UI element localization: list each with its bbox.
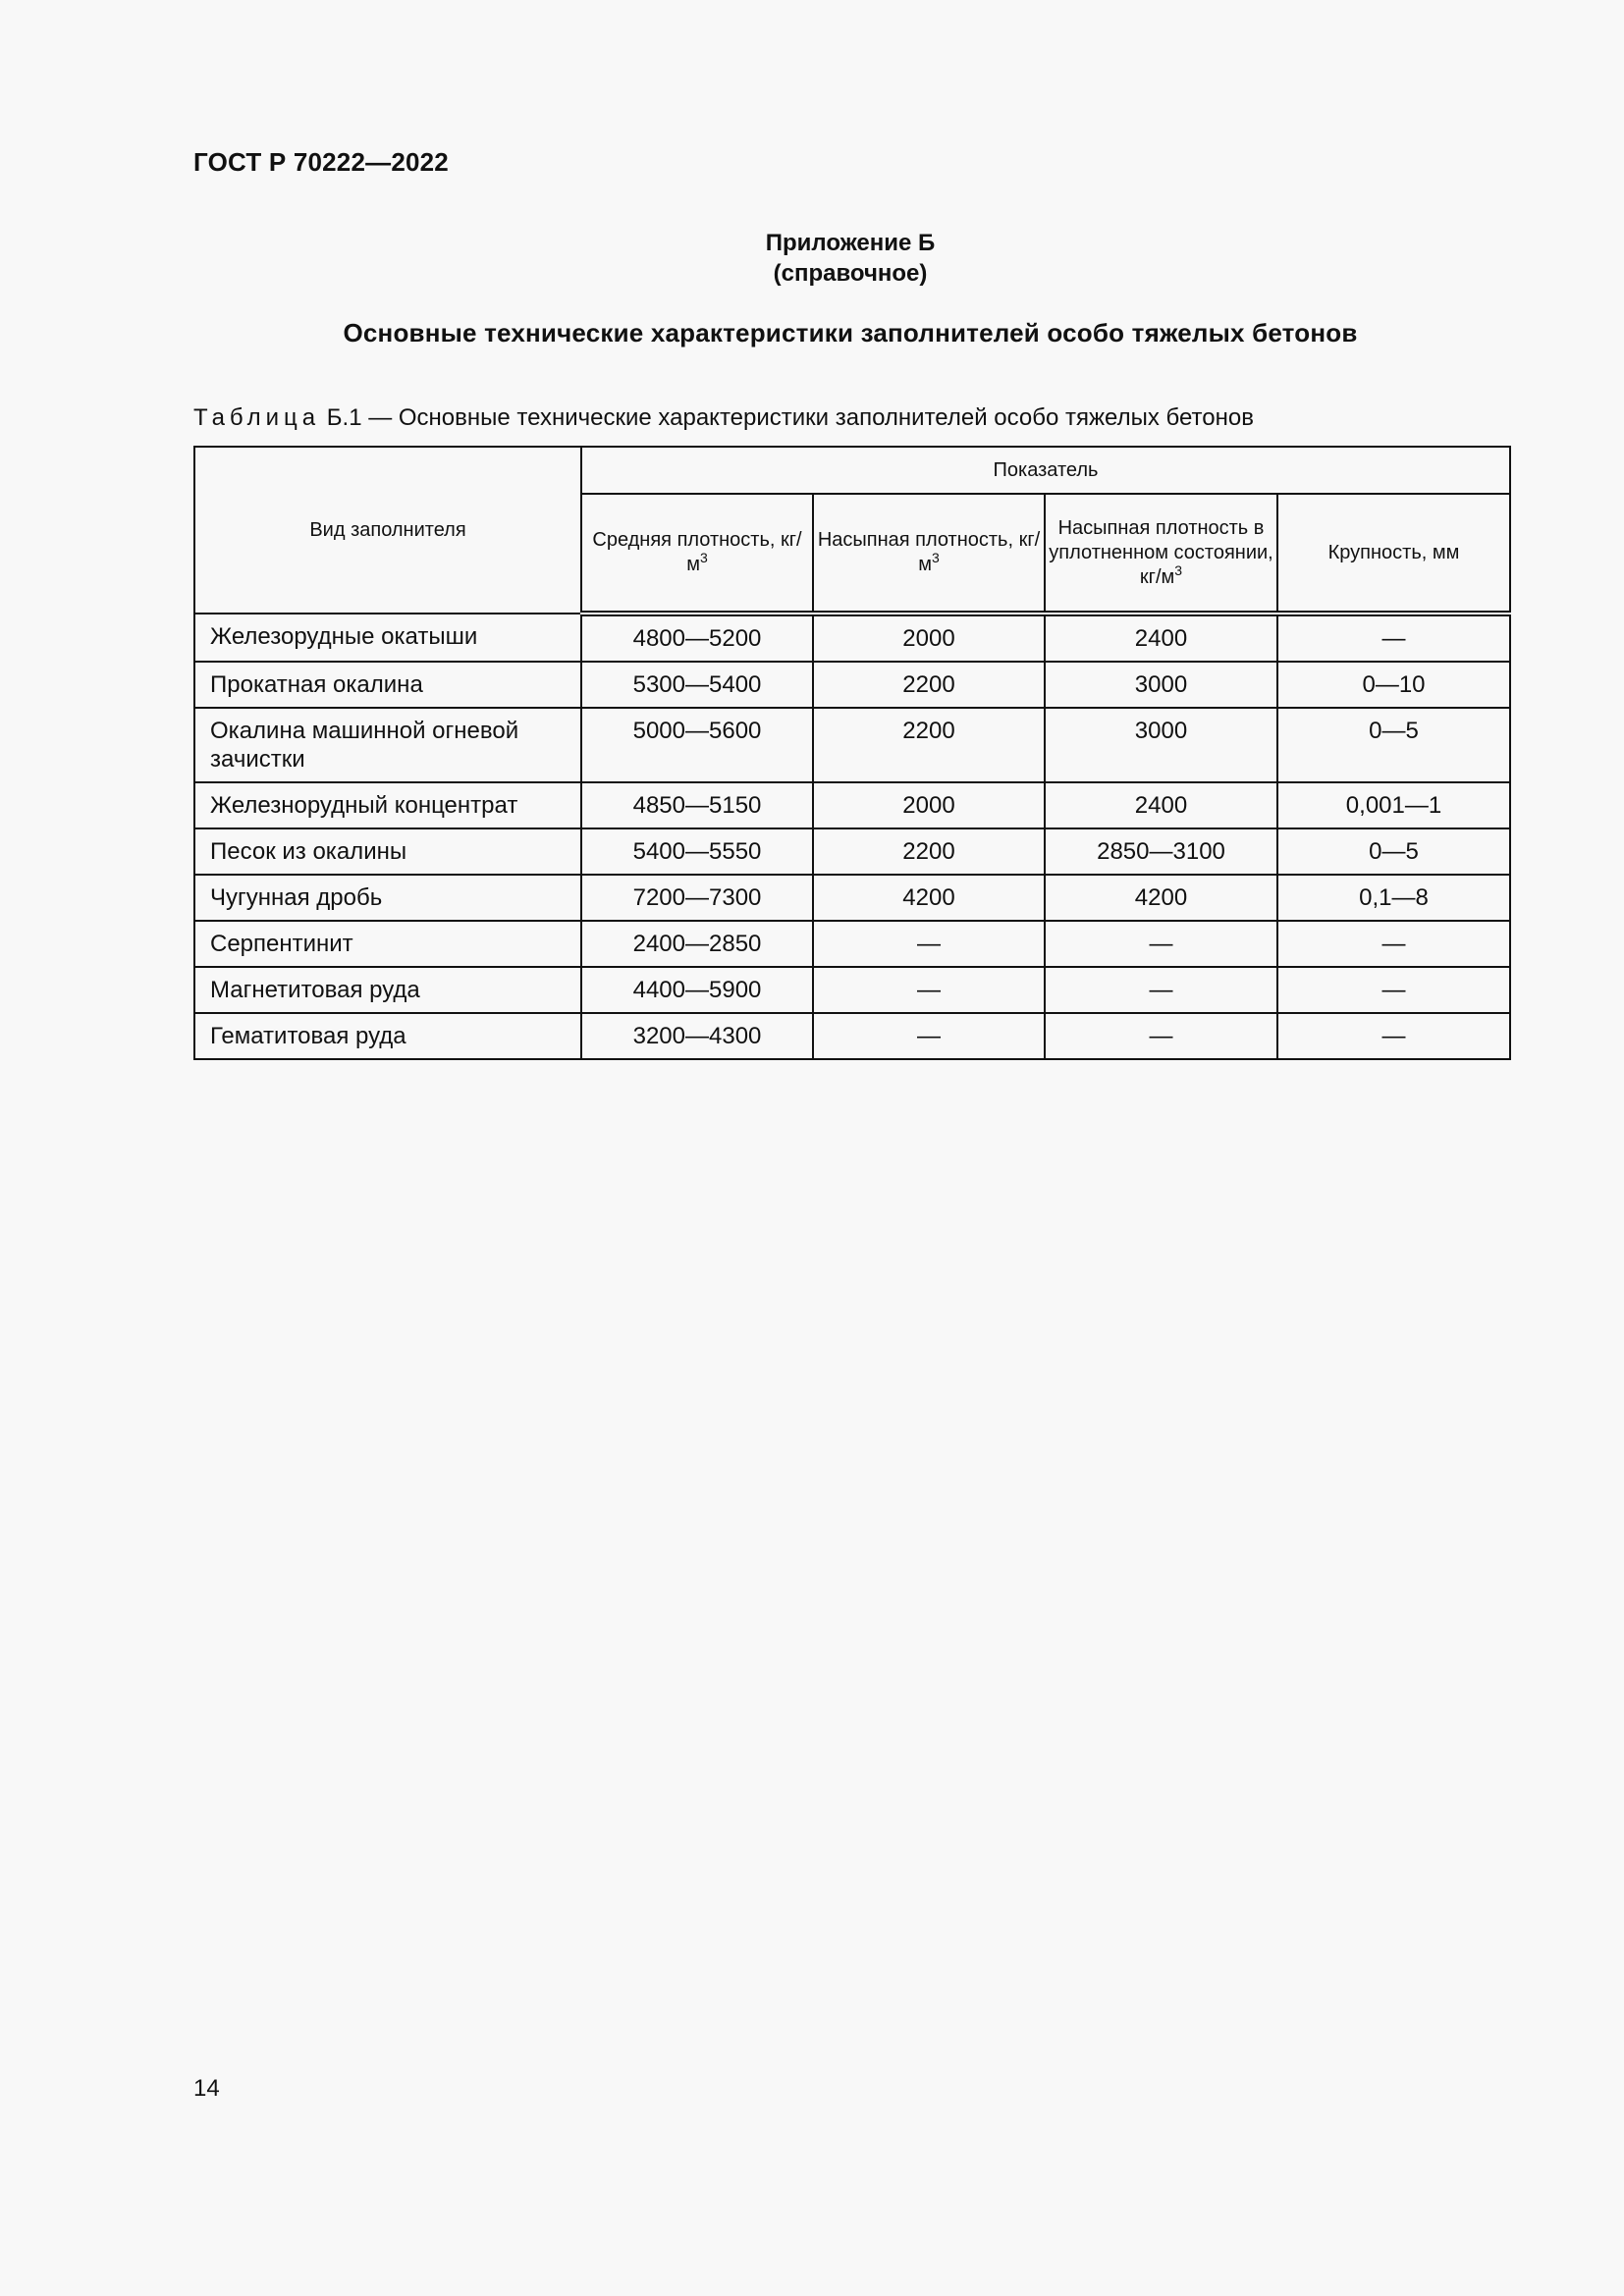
value-cell: 0—5 bbox=[1277, 828, 1510, 875]
table-row bbox=[194, 1013, 1510, 1059]
value-cell: 2850—3100 bbox=[1045, 828, 1277, 875]
value-cell: 2200 bbox=[813, 662, 1045, 708]
table-row bbox=[194, 708, 1510, 782]
aggregates-table bbox=[193, 446, 1511, 1060]
value-cell: 0,1—8 bbox=[1277, 875, 1510, 921]
value-cell: — bbox=[1045, 1013, 1277, 1059]
page-number: 14 bbox=[193, 2075, 220, 2102]
appendix-note: (справочное) bbox=[773, 260, 928, 287]
value-cell: 7200—7300 bbox=[581, 875, 813, 921]
table-caption-label: Таблица bbox=[193, 404, 321, 431]
aggregate-name-cell: Железнорудный концентрат bbox=[194, 782, 581, 828]
appendix-title: Приложение Б bbox=[765, 230, 936, 256]
value-cell: 2200 bbox=[813, 828, 1045, 875]
value-cell: — bbox=[1277, 967, 1510, 1013]
aggregate-name-cell: Железорудные окатыши bbox=[194, 614, 581, 662]
table-caption bbox=[193, 404, 1254, 432]
aggregate-name-cell: Чугунная дробь bbox=[194, 875, 581, 921]
table-row bbox=[194, 782, 1510, 828]
value-cell: 0,001—1 bbox=[1277, 782, 1510, 828]
header-average-density: Средняя плотность, $кг/м^3$ bbox=[581, 494, 813, 614]
header-row-group bbox=[194, 447, 1510, 494]
appendix-heading bbox=[0, 228, 1624, 289]
aggregate-name-cell: Прокатная окалина bbox=[194, 662, 581, 708]
value-cell: 4800—5200 bbox=[581, 614, 813, 662]
header-bulk-density-compacted: Насыпная плотность в уплотненном состоянии, $кг/м^3$ bbox=[1045, 494, 1277, 614]
table-body bbox=[194, 614, 1510, 1059]
value-cell: 0—5 bbox=[1277, 708, 1510, 782]
table-row bbox=[194, 828, 1510, 875]
value-cell: — bbox=[1045, 967, 1277, 1013]
header-indicator-group: Показатель bbox=[581, 447, 1510, 494]
value-cell: 4200 bbox=[1045, 875, 1277, 921]
value-cell: 5400—5550 bbox=[581, 828, 813, 875]
value-cell: — bbox=[1277, 921, 1510, 967]
value-cell: 0—10 bbox=[1277, 662, 1510, 708]
table-row bbox=[194, 875, 1510, 921]
aggregate-name-cell: Гематитовая руда bbox=[194, 1013, 581, 1059]
value-cell: 2000 bbox=[813, 614, 1045, 662]
value-cell: 2400 bbox=[1045, 782, 1277, 828]
value-cell: 5300—5400 bbox=[581, 662, 813, 708]
value-cell: — bbox=[1277, 1013, 1510, 1059]
value-cell: — bbox=[813, 1013, 1045, 1059]
value-cell: — bbox=[813, 967, 1045, 1013]
unit-superscript: 3 bbox=[1174, 561, 1183, 578]
table-row bbox=[194, 921, 1510, 967]
value-cell: 3000 bbox=[1045, 662, 1277, 708]
aggregate-name-cell: Песок из окалины bbox=[194, 828, 581, 875]
value-cell: 4200 bbox=[813, 875, 1045, 921]
value-cell: 5000—5600 bbox=[581, 708, 813, 782]
table-row bbox=[194, 662, 1510, 708]
aggregate-name-cell: Серпентинит bbox=[194, 921, 581, 967]
value-cell: 3200—4300 bbox=[581, 1013, 813, 1059]
value-cell: 2400—2850 bbox=[581, 921, 813, 967]
header-size: Крупность, мм bbox=[1277, 494, 1510, 614]
value-cell: — bbox=[1277, 614, 1510, 662]
value-cell: — bbox=[1045, 921, 1277, 967]
table-row bbox=[194, 614, 1510, 662]
value-cell: 2400 bbox=[1045, 614, 1277, 662]
unit-superscript: 3 bbox=[931, 550, 940, 565]
table-row bbox=[194, 967, 1510, 1013]
document-code: ГОСТ Р 70222—2022 bbox=[193, 147, 449, 177]
value-cell: 4850—5150 bbox=[581, 782, 813, 828]
value-cell: 4400—5900 bbox=[581, 967, 813, 1013]
value-cell: 3000 bbox=[1045, 708, 1277, 782]
value-cell: 2000 bbox=[813, 782, 1045, 828]
aggregate-name-cell: Магнетитовая руда bbox=[194, 967, 581, 1013]
unit-superscript: 3 bbox=[699, 550, 708, 565]
aggregate-name-cell: Окалина машинной огневой зачистки bbox=[194, 708, 581, 782]
value-cell: 2200 bbox=[813, 708, 1045, 782]
table-caption-text: Б.1 — Основные технические характеристики заполнителей особо тяжелых бетонов bbox=[320, 404, 1254, 431]
section-title: Основные технические характеристики заполнителей особо тяжелых бетонов bbox=[343, 318, 1358, 347]
header-bulk-density: Насыпная плотность, $кг/м^3$ bbox=[813, 494, 1045, 614]
header-aggregate-type: Вид заполнителя bbox=[194, 447, 581, 614]
value-cell: — bbox=[813, 921, 1045, 967]
